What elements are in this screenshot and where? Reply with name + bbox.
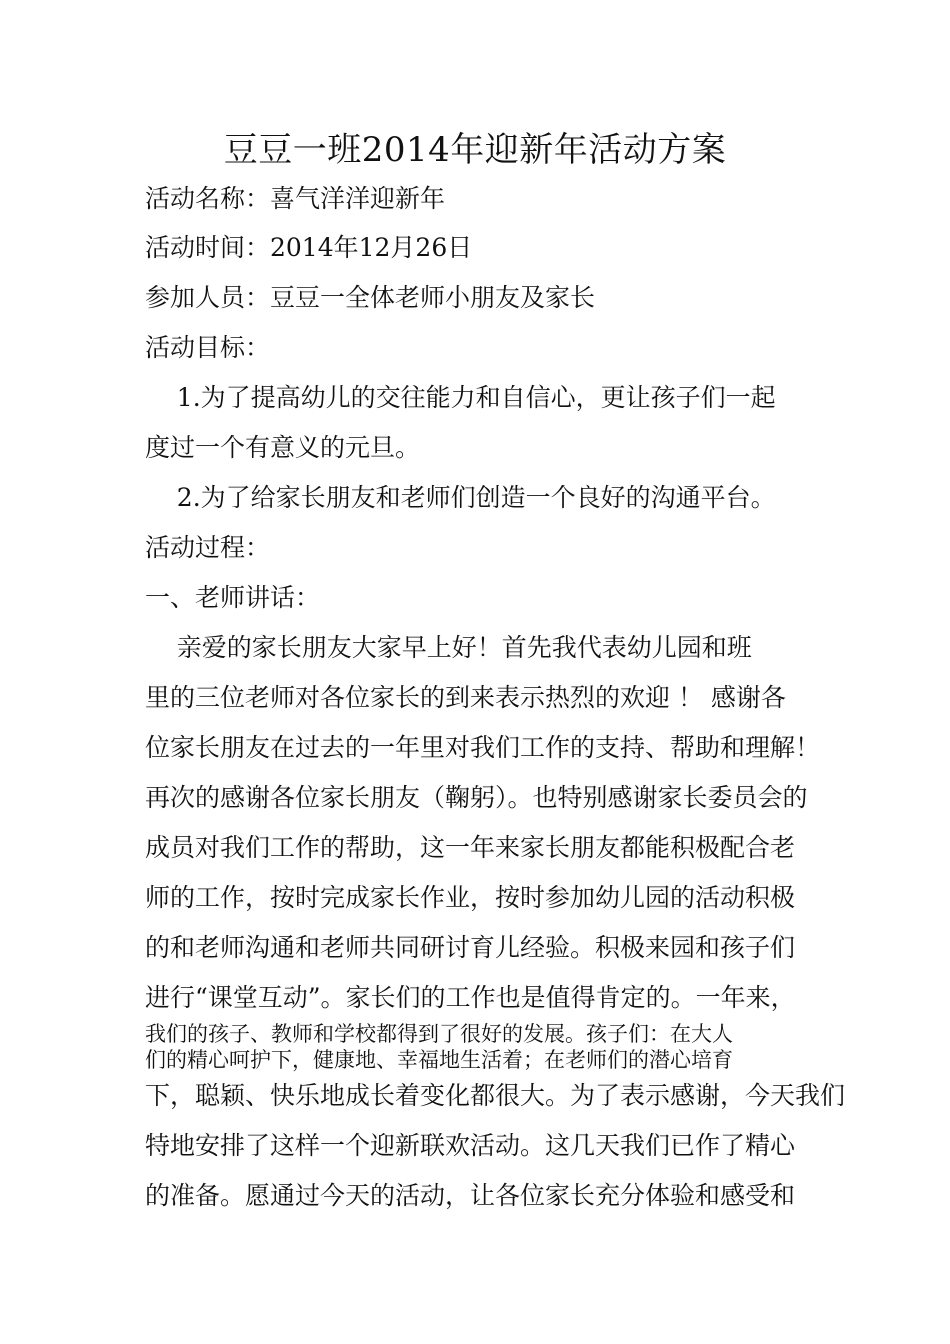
- goal-2-line: 2.为了给家长朋友和老师们创造一个良好的沟通平台。: [145, 483, 776, 512]
- goal-1-line-1: 1.为了提高幼儿的交往能力和自信心，更让孩子们一起: [145, 383, 776, 412]
- goals-heading: 活动目标：: [145, 333, 271, 362]
- goal-1-line-2: 度过一个有意义的元旦。: [145, 433, 421, 462]
- speech-line-11: 下，聪颖、快乐地成长着变化都很大。为了表示感谢，今天我们: [145, 1081, 846, 1110]
- document-title: 豆豆一班2014年迎新年活动方案: [223, 130, 727, 170]
- speech-line-3: 位家长朋友在过去的一年里对我们工作的支持、帮助和理解！: [145, 733, 821, 762]
- speech-line-12: 特地安排了这样一个迎新联欢活动。这几天我们已作了精心: [145, 1131, 796, 1160]
- speech-line-8: 进行“课堂互动”。家长们的工作也是值得肯定的。一年来，: [145, 983, 796, 1012]
- speech-line-13: 的准备。愿通过今天的活动，让各位家长充分体验和感受和: [145, 1181, 796, 1210]
- activity-name-line: 活动名称：喜气洋洋迎新年: [145, 184, 446, 213]
- speech-line-9: 我们的孩子、教师和学校都得到了很好的发展。孩子们：在大人: [145, 1022, 733, 1046]
- speech-line-7: 的和老师沟通和老师共同研讨育儿经验。积极来园和孩子们: [145, 933, 796, 962]
- speech-line-2: 里的三位老师对各位家长的到来表示热烈的欢迎 ！ 感谢各: [145, 683, 786, 712]
- speech-line-5: 成员对我们工作的帮助，这一年来家长朋友都能积极配合老: [145, 833, 796, 862]
- speech-line-4: 再次的感谢各位家长朋友（鞠躬）。也特别感谢家长委员会的: [145, 783, 808, 812]
- participants-line: 参加人员：豆豆一全体老师小朋友及家长: [145, 283, 596, 312]
- process-heading: 活动过程：: [145, 533, 271, 562]
- activity-time-line: 活动时间：2014年12月26日: [145, 233, 473, 262]
- speech-line-1: 亲爱的家长朋友大家早上好！首先我代表幼儿园和班: [145, 633, 752, 662]
- speech-line-6: 师的工作，按时完成家长作业，按时参加幼儿园的活动积极: [145, 883, 796, 912]
- section-1-heading: 一、老师讲话：: [145, 583, 321, 612]
- speech-line-10: 们的精心呵护下，健康地、幸福地生活着；在老师们的潜心培育: [145, 1048, 733, 1072]
